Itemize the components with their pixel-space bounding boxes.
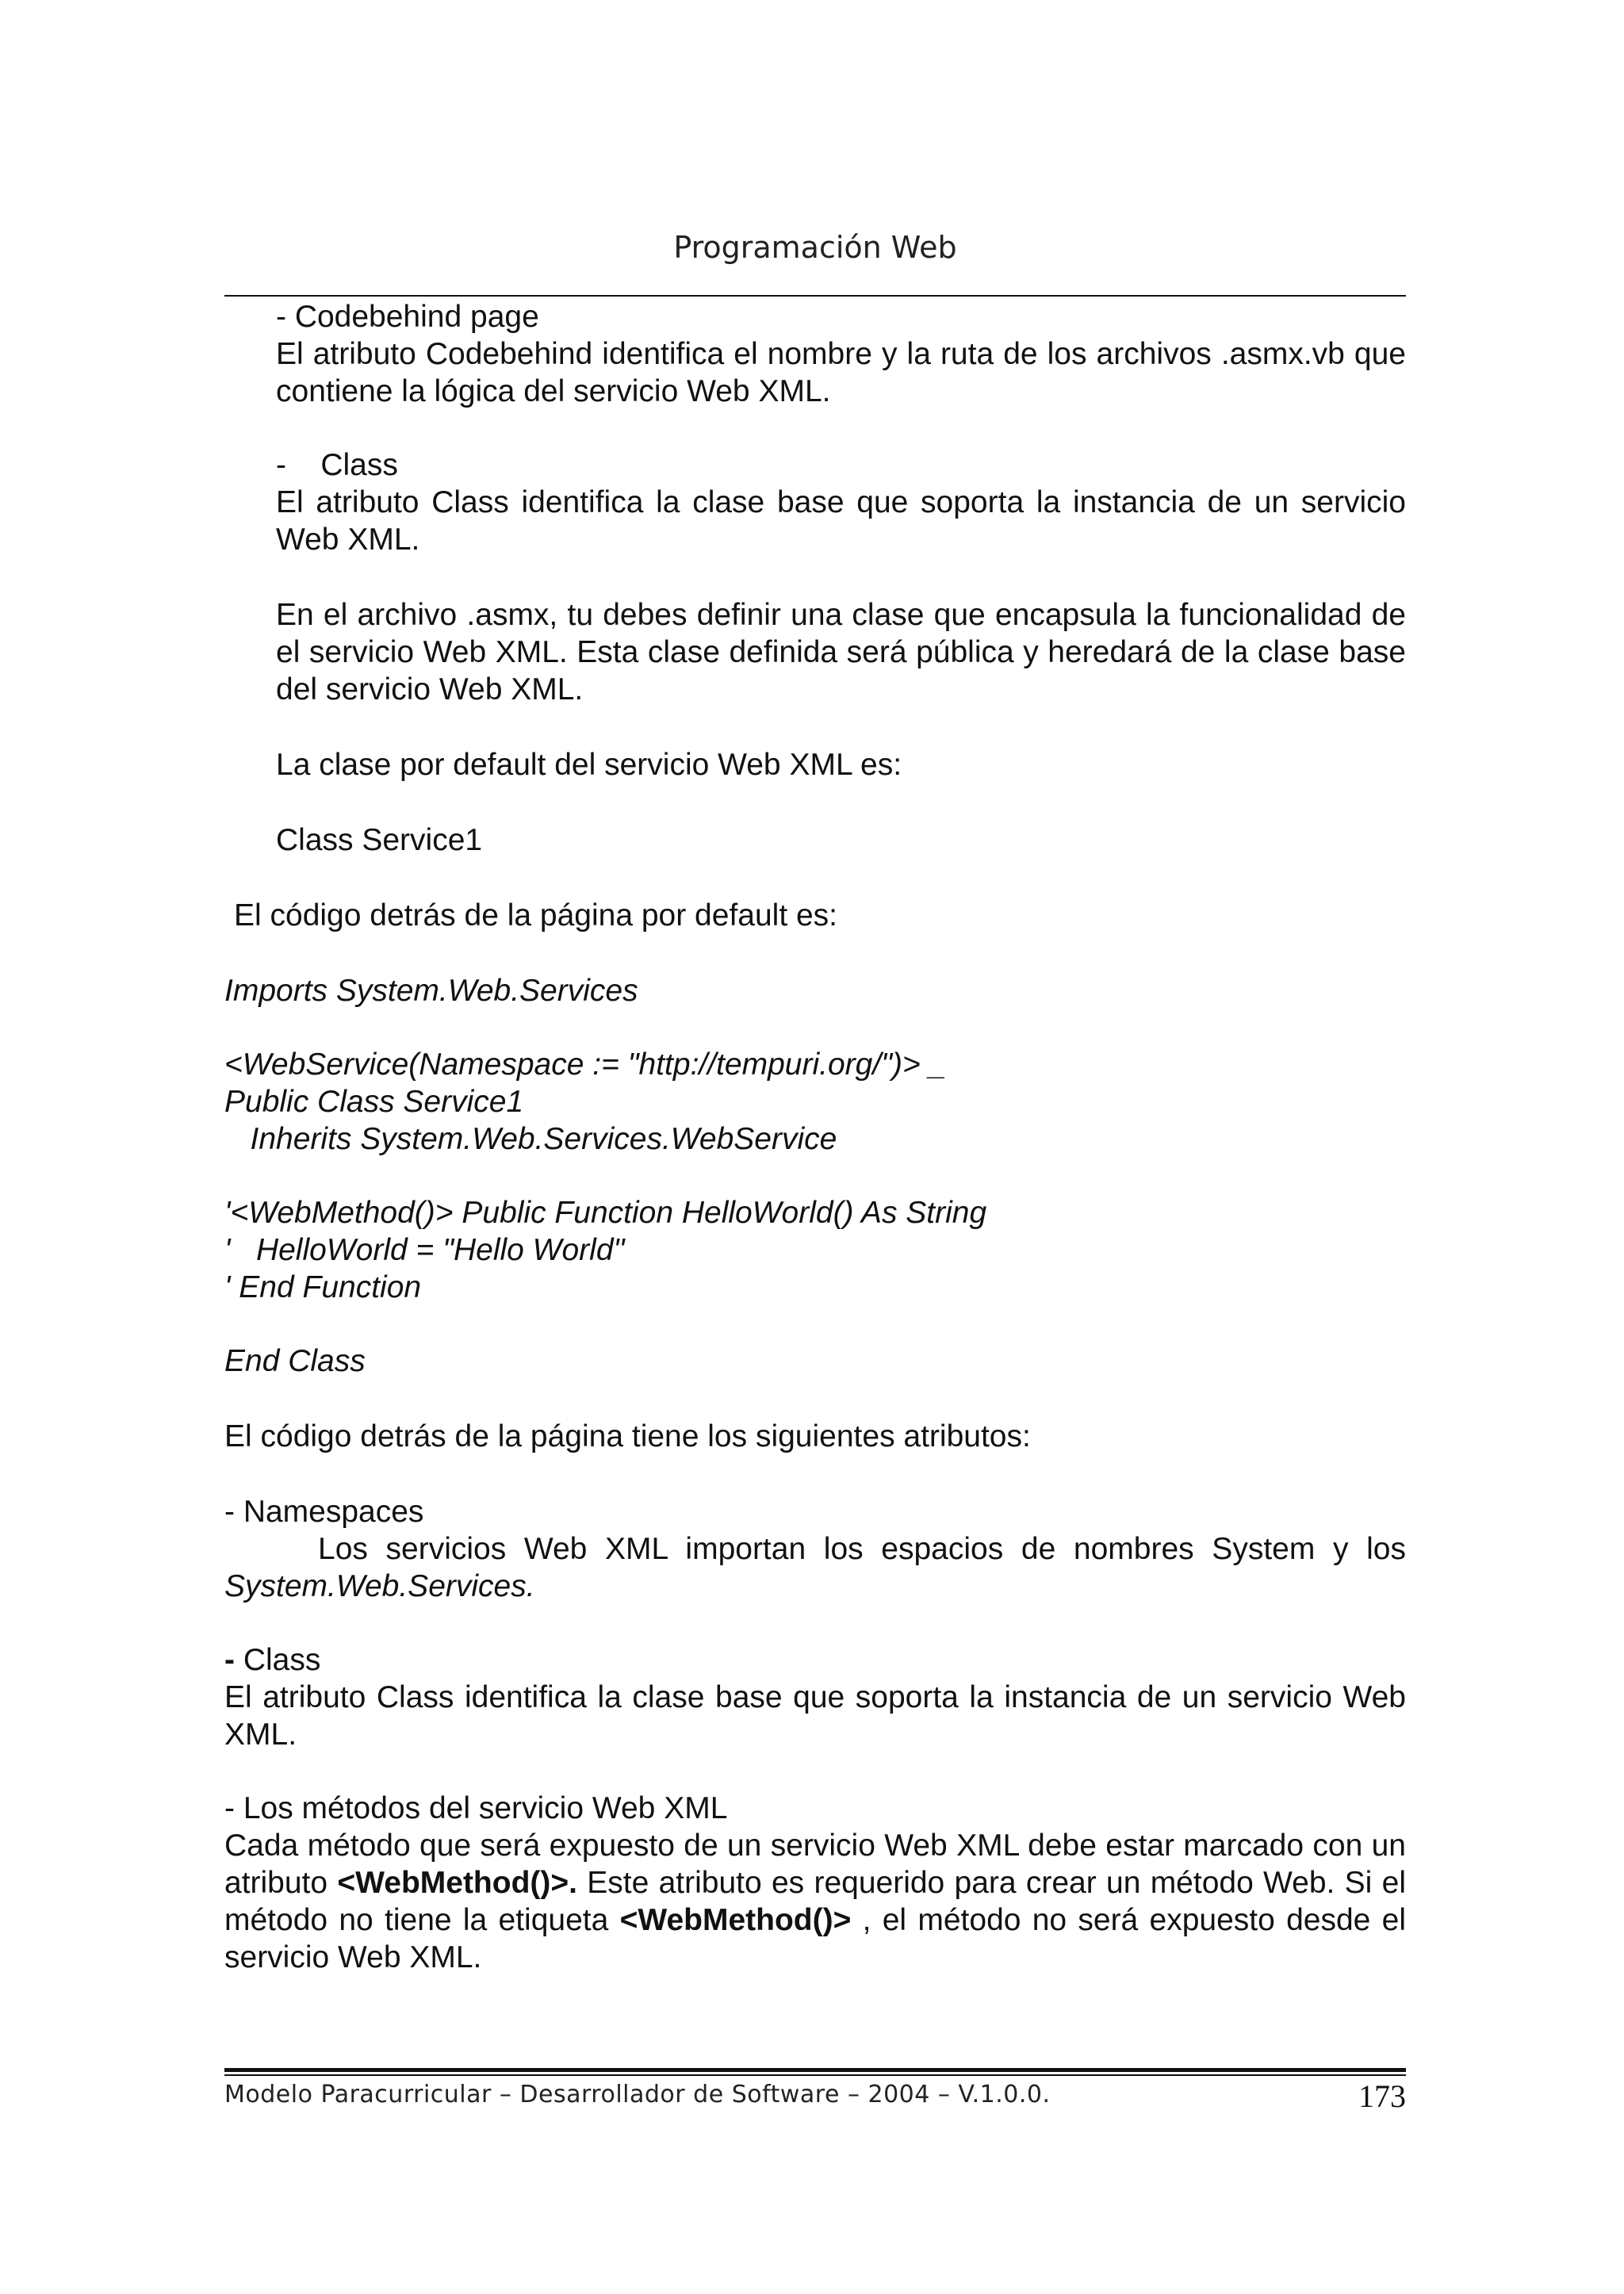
page-header-title: Programación Web — [673, 230, 957, 265]
code-imports-line: Imports System.Web.Services — [224, 974, 638, 1008]
namespaces-text: Los servicios Web XML importan los espacios de nombres System y los — [318, 1532, 1406, 1566]
footer-rule-thick — [224, 2068, 1406, 2072]
page-body — [224, 298, 1406, 1976]
class2-heading-label: Class — [235, 1643, 321, 1677]
code-class-line: Public Class Service1 — [224, 1085, 524, 1119]
code-sample — [224, 972, 1406, 1380]
methods-text-3: , el método no será expuesto desde el servicio Web XML. — [224, 1903, 1406, 1974]
codebehind-heading: - Codebehind page — [276, 300, 539, 334]
namespaces-paragraph-end — [224, 1568, 1406, 1605]
methods-text-2: Este atributo es requerido para crear un método Web. Si el método no tiene la etiqueta — [224, 1866, 1406, 1937]
page-number: 173 — [1358, 2078, 1406, 2114]
header-rule — [224, 295, 1406, 297]
codebehind-default-intro: El código detrás de la página por default es: — [234, 898, 838, 933]
footer-text: Modelo Paracurricular – Desarrollador de Software – 2004 – V.1.0.0. — [224, 2081, 1051, 2108]
code-attribute-line: <WebService(Namespace := "http://tempuri.org/")> _ — [224, 1047, 947, 1082]
code-end-function-line: ' End Function — [224, 1270, 422, 1304]
class2-heading-dash: - — [224, 1643, 235, 1677]
class-heading-dash: - — [276, 448, 286, 482]
attributes-intro: El código detrás de la página tiene los siguientes atributos: — [224, 1419, 1031, 1453]
methods-bold-1: <WebMethod()>. — [337, 1866, 577, 1900]
code-inherits-line: Inherits System.Web.Services.WebService — [224, 1122, 837, 1156]
footer-rule-thin — [224, 2074, 1406, 2076]
codebehind-paragraph: El atributo Codebehind identifica el nombre y la ruta de los archivos .asmx.vb que contiene la lógica del servicio Web XML. — [276, 337, 1406, 408]
class-heading — [276, 446, 1406, 484]
class2-heading — [224, 1641, 1406, 1679]
methods-bold-2: <WebMethod()> — [619, 1903, 852, 1937]
namespaces-heading: - Namespaces — [224, 1495, 424, 1529]
asmx-paragraph: En el archivo .asmx, tu debes definir una clase que encapsula la funcionalidad de el servicio Web XML. Esta clase definida será pública y heredará de la clase base del servicio Web XML. — [276, 598, 1406, 707]
namespaces-italic-text: System.Web.Services. — [224, 1569, 535, 1603]
methods-text-1: Cada método que será expuesto de un servicio Web XML debe estar marcado con un atributo — [224, 1829, 1406, 1900]
default-class-intro: La clase por default del servicio Web XML es: — [276, 748, 902, 782]
methods-heading: - Los métodos del servicio Web XML — [224, 1791, 728, 1825]
class2-paragraph: El atributo Class identifica la clase base que soporta la instancia de un servicio Web XML. — [224, 1680, 1406, 1752]
code-method-body-line: ' HelloWorld = "Hello World" — [224, 1233, 625, 1267]
code-method-line: '<WebMethod()> Public Function HelloWorld() As String — [224, 1196, 987, 1230]
methods-paragraph — [224, 1827, 1406, 1976]
class-heading-label: Class — [320, 448, 398, 482]
default-class-name: Class Service1 — [276, 823, 483, 857]
class-paragraph: El atributo Class identifica la clase base que soporta la instancia de un servicio Web XML. — [276, 485, 1406, 557]
code-end-class-line: End Class — [224, 1344, 366, 1378]
namespaces-paragraph — [224, 1530, 1406, 1568]
